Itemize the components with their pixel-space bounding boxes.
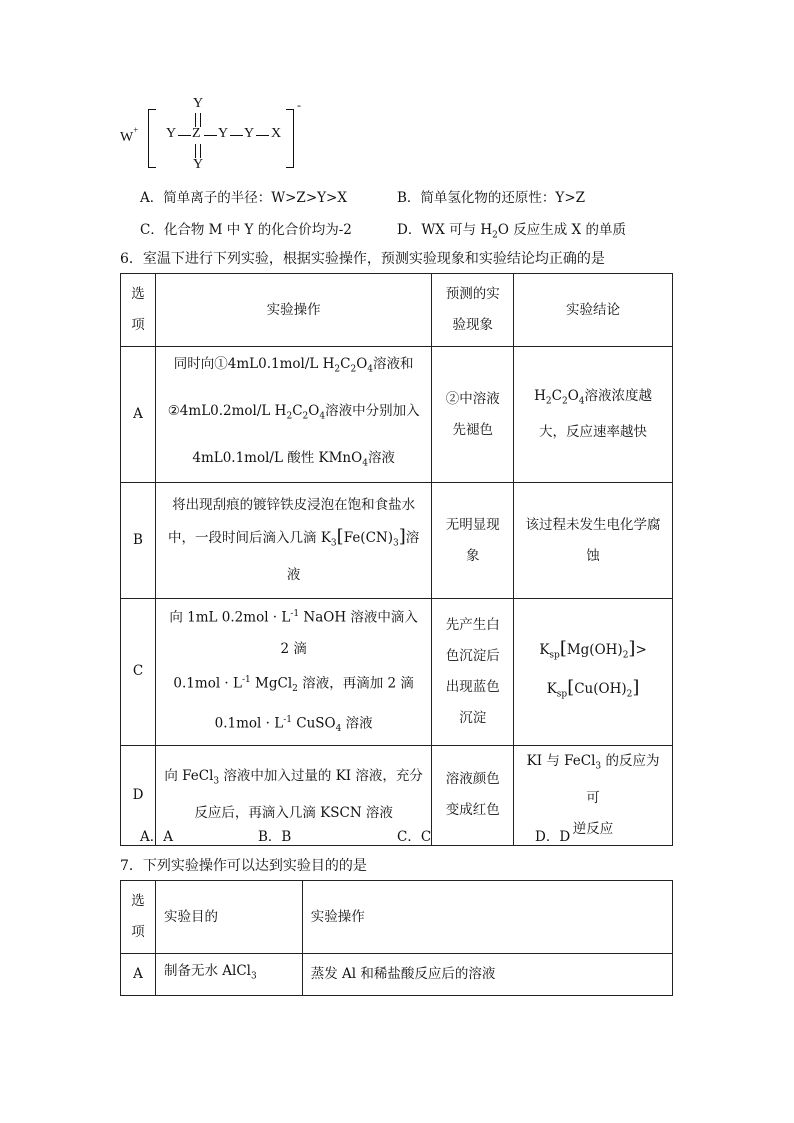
row-phenomenon: 溶液颜色 变成红色 xyxy=(432,745,514,845)
row-option: D xyxy=(121,745,156,845)
row-operation: 将出现刮痕的镀锌铁皮浸泡在饱和食盐水 中，一段时间后滴入几滴 $K_3[Fe(CN)_3]$溶 液 xyxy=(155,483,431,599)
q7-row-a xyxy=(121,954,673,996)
bond-4 xyxy=(256,135,269,136)
q7-table xyxy=(120,880,673,996)
q6-header-phenomenon: 预测的实 验现象 xyxy=(432,274,514,347)
bond-3 xyxy=(230,135,243,136)
q6-stem: 6．室温下进行下列实验，根据实验操作，预测实验现象和实验结论均正确的是 xyxy=(120,251,605,267)
q5-option-d: D．WX 可与 $H_2O$ 反应生成 X 的单质 xyxy=(397,222,626,241)
right-bracket xyxy=(286,109,294,168)
row-phenomenon: ②中溶液 先褪色 xyxy=(432,347,514,483)
bond-2 xyxy=(204,135,217,136)
row-phenomenon: 无明显现 象 xyxy=(432,483,514,599)
q6-header-operation: 实验操作 xyxy=(155,274,431,347)
bottom-atom: Y xyxy=(193,157,204,172)
double-bond-top xyxy=(195,113,201,127)
chain-atom-1: Y xyxy=(166,126,177,141)
q6-row-c xyxy=(121,599,673,746)
q6-header-row xyxy=(121,274,673,347)
left-bracket xyxy=(148,109,156,168)
row-operation: 向 FeCl$_3$ 溶液中加入过量的 KI 溶液，充分 反应后，再滴入几滴 KSCN 溶液 xyxy=(155,745,431,845)
row-option: A xyxy=(121,347,156,483)
row-conclusion: KI 与 FeCl$_3$ 的反应为可 逆反应 xyxy=(514,745,673,845)
chain-atom-2: Z xyxy=(192,126,201,141)
q7-header-row xyxy=(121,881,673,954)
q6-answer-d: D．D xyxy=(535,829,571,845)
q5-option-c: C．化合物 M 中 Y 的化合价均为-2 xyxy=(140,222,352,238)
q7-header-operation: 实验操作 xyxy=(302,881,672,954)
q7-header-option: 选 项 xyxy=(121,881,156,954)
chain-atom-4: Y xyxy=(244,126,255,141)
q6-row-b xyxy=(121,483,673,599)
row-option: C xyxy=(121,599,156,746)
q6-answer-c: C．C xyxy=(397,829,432,845)
row-conclusion: $H_2C_2O_4$溶液浓度越 大，反应速率越快 xyxy=(514,347,673,483)
q5-option-a: A．简单离子的半径：W>Z>Y>X xyxy=(140,190,347,206)
row-operation: 同时向①4mL0.1mol/L $H_2C_2O_4$溶液和 ②4mL0.2mol/L $H_2C_2O_4$溶液中分别加入 4mL0.1mol/L 酸性 KMnO$_4$溶液 xyxy=(155,347,431,483)
q6-header-option: 选 项 xyxy=(121,274,156,347)
q6-answer-b: B．B xyxy=(258,829,292,845)
q6-row-a xyxy=(121,347,673,483)
anion-charge: - xyxy=(297,98,301,112)
row-operation: 蒸发 Al 和稀盐酸反应后的溶液 xyxy=(302,954,672,996)
row-purpose: 制备无水 AlCl$_3$ xyxy=(155,954,302,996)
q6-header-conclusion: 实验结论 xyxy=(514,274,673,347)
q7-header-purpose: 实验目的 xyxy=(155,881,302,954)
row-phenomenon: 先产生白 色沉淀后 出现蓝色 沉淀 xyxy=(432,599,514,746)
bond-1 xyxy=(178,135,191,136)
double-bond-bottom xyxy=(195,144,201,158)
row-conclusion: $K_{sp}[Mg(OH)_2]>$ $K_{sp}[Cu(OH)_2]$ xyxy=(514,599,673,746)
row-operation: 向 1mL $0.2mol \cdot L^{-1}$ NaOH 溶液中滴入 2 滴 $0.1mol \cdot L^{-1}$ MgCl$_2$ 溶液，再滴加 2 滴 $0.1mol \cdot L^{-1}$ CuSO$_4$ 溶液 xyxy=(155,599,431,746)
row-option: B xyxy=(121,483,156,599)
top-atom: Y xyxy=(193,96,204,111)
chain-atom-5: X xyxy=(271,126,282,141)
chain-atom-3: Y xyxy=(218,126,229,141)
cation-symbol: W+ xyxy=(120,125,139,145)
row-option: A xyxy=(121,954,156,996)
q6-table xyxy=(120,273,673,846)
row-conclusion: 该过程未发生电化学腐 蚀 xyxy=(514,483,673,599)
q7-stem: 7．下列实验操作可以达到实验目的的是 xyxy=(120,858,367,874)
q6-answer-a: A．A xyxy=(140,829,173,845)
q5-option-b: B．简单氢化物的还原性：Y>Z xyxy=(397,190,586,206)
